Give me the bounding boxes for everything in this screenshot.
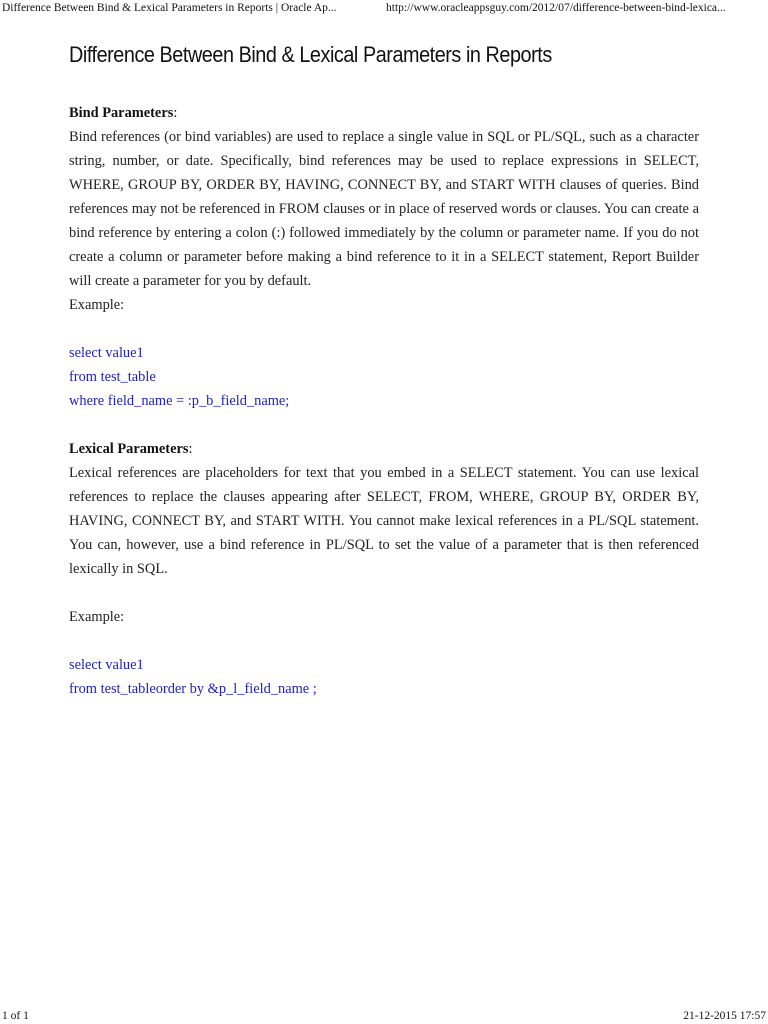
bind-code-line: where field_name = :p_b_field_name; [69, 393, 290, 409]
bind-parameters-heading [69, 101, 699, 125]
spacer [69, 317, 699, 341]
bind-code-line: select value1 [69, 345, 144, 361]
print-header [0, 0, 768, 16]
print-datetime: 21-12-2015 17:57 [683, 1010, 766, 1022]
print-header-title: Difference Between Bind & Lexical Parameters in Reports | Oracle Ap... [2, 2, 337, 14]
bind-parameters-description: Bind references (or bind variables) are used to replace a single value in SQL or PL/SQL, such as a character string, number, or date. Specifically, bind references may be used to replace expressions in SELECT, WHERE, GROUP BY, ORDER BY, HAVING, CONNECT BY, and START WITH clauses of queries. Bind references may not be referenced in FROM clauses or in place of reserved words or clauses. You can create a bind reference by entering a colon (:) followed immediately by the column or parameter name. If you do not create a column or parameter before making a bind reference to it in a SELECT statement, Report Builder will create a parameter for you by default. [69, 129, 699, 289]
bind-heading-colon: : [173, 105, 178, 121]
lexical-heading-text: Lexical Parameters [69, 441, 189, 457]
lexical-heading-colon: : [188, 441, 193, 457]
article-content [69, 101, 699, 701]
lexical-code-line: select value1 [69, 657, 144, 673]
lexical-parameters-heading [69, 437, 699, 461]
page-count: 1 of 1 [2, 1010, 29, 1022]
spacer [69, 581, 699, 605]
spacer [69, 413, 699, 437]
lexical-code-line: from test_tableorder by &p_l_field_name ; [69, 681, 317, 697]
spacer [69, 629, 699, 653]
lexical-parameters-description: Lexical references are placeholders for text that you embed in a SELECT statement. You can use lexical references to replace the clauses appearing after SELECT, FROM, WHERE, GROUP BY, ORDER BY, HAVING, CONNECT BY, and START WITH. You cannot make lexical references in a PL/SQL statement. You can, however, use a bind reference in PL/SQL to set the value of a parameter that is then referenced lexically in SQL. [69, 465, 699, 577]
print-header-url: http://www.oracleappsguy.com/2012/07/difference-between-bind-lexica... [386, 2, 726, 14]
page-title: Difference Between Bind & Lexical Parameters in Reports [69, 42, 552, 67]
bind-heading-text: Bind Parameters [69, 105, 174, 121]
lexical-example-label: Example: [69, 609, 125, 625]
bind-example-label: Example: [69, 297, 125, 313]
print-footer [0, 1008, 768, 1024]
bind-code-line: from test_table [69, 369, 156, 385]
